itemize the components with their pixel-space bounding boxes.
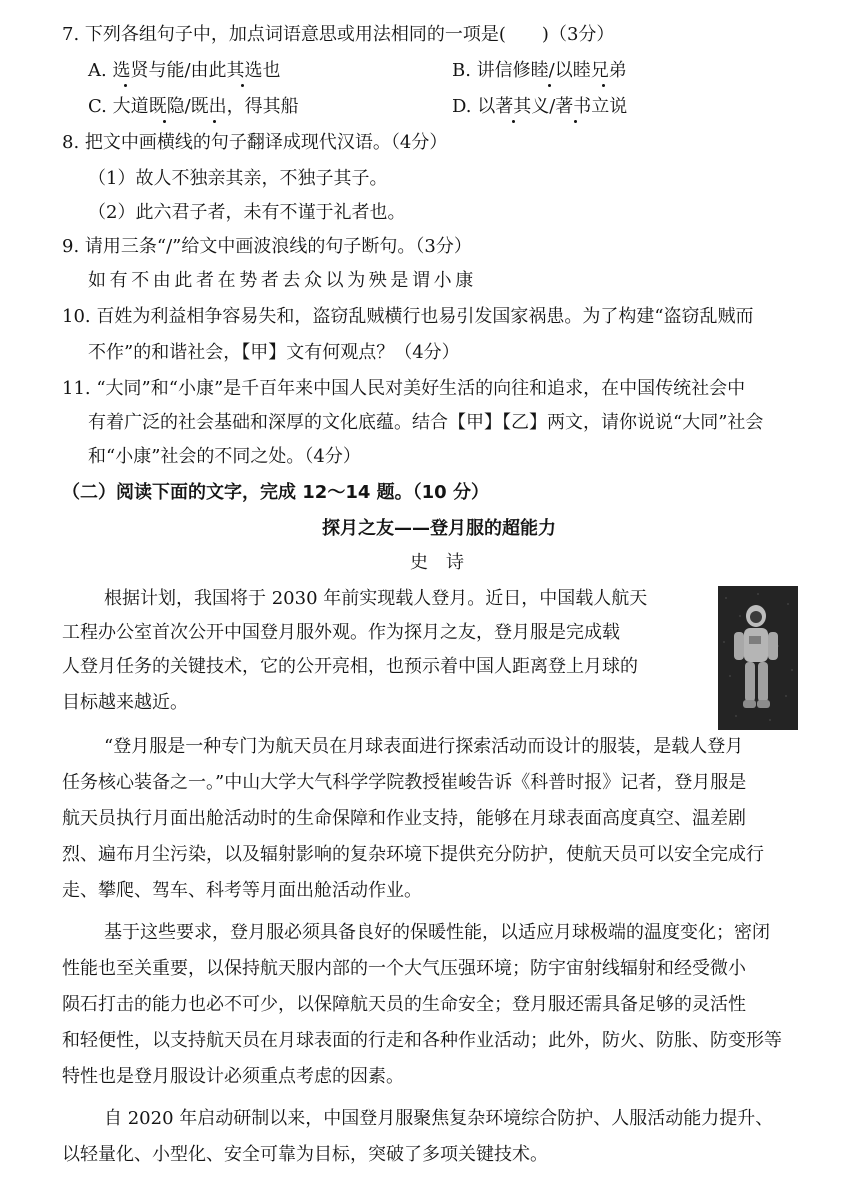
emphasis-dot [602, 84, 605, 87]
paragraph-1-line: 人登月任务的关键技术，它的公开亮相，也预示着中国人距离登上月球的 [62, 656, 638, 677]
moon-suit-photo [718, 586, 798, 730]
emphasis-dot [574, 120, 577, 123]
q11-line-3: 和“小康”社会的不同之处。（4分） [88, 446, 361, 467]
q8-sentence-2: （2）此六君子者，未有不谨于礼者也。 [88, 202, 406, 223]
q7-option-a: A. 选贤与能/由此其选也 [88, 60, 281, 81]
emphasis-dot [124, 84, 127, 87]
paragraph-2-line: 任务核心装备之一。”中山大学大气科学学院教授崔峻告诉《科普时报》记者，登月服是 [62, 772, 747, 793]
q7-option-c: C. 大道既隐/既出，得其船 [88, 96, 299, 117]
q7-option-d: D. 以著其义/著书立说 [452, 96, 628, 117]
article-author: 史 诗 [410, 552, 464, 573]
paragraph-4-line: 自 2020 年启动研制以来，中国登月服聚焦复杂环境综合防护、人服活动能力提升、 [104, 1108, 774, 1129]
emphasis-dot [241, 84, 244, 87]
q9-stem: 9. 请用三条“/”给文中画波浪线的句子断句。（3分） [62, 236, 472, 257]
emphasis-dot [213, 120, 216, 123]
q10-line-2: 不作”的和谐社会，【甲】文有何观点？（4分） [88, 342, 460, 363]
paragraph-3-line: 性能也至关重要，以保持航天服内部的一个大气压强环境；防宇宙射线辐射和经受微小 [62, 958, 746, 979]
paragraph-3-line: 基于这些要求，登月服必须具备良好的保暖性能，以适应月球极端的温度变化；密闭 [104, 922, 770, 943]
paragraph-1-line: 工程办公室首次公开中国登月服外观。作为探月之友，登月服是完成载 [62, 622, 620, 643]
q10-line-1: 10. 百姓为利益相争容易失和，盗窃乱贼横行也易引发国家祸患。为了构建“盗窃乱贼而 [62, 306, 754, 327]
q8-stem: 8. 把文中画横线的句子翻译成现代汉语。（4分） [62, 132, 448, 153]
q11-line-2: 有着广泛的社会基础和深厚的文化底蕴。结合【甲】【乙】两文，请你说说“大同”社会 [88, 412, 764, 433]
paragraph-4-line: 以轻量化、小型化、安全可靠为目标，突破了多项关键技术。 [62, 1144, 548, 1165]
paragraph-2-line: 航天员执行月面出舱活动时的生命保障和作业支持，能够在月球表面高度真空、温差剧 [62, 808, 746, 829]
paragraph-2-line: 走、攀爬、驾车、科考等月面出舱活动作业。 [62, 880, 422, 901]
article-title: 探月之友——登月服的超能力 [322, 518, 556, 539]
q9-sentence: 如有不由此者在势者去众以为殃是谓小康 [88, 270, 477, 291]
emphasis-dot [512, 120, 515, 123]
paragraph-1-line: 目标越来越近。 [62, 692, 188, 713]
q7-stem: 7. 下列各组句子中，加点词语意思或用法相同的一项是( )（3分） [62, 24, 615, 45]
emphasis-dot [163, 120, 166, 123]
q11-line-1: 11. “大同”和“小康”是千百年来中国人民对美好生活的向往和追求，在中国传统社会中 [62, 378, 746, 399]
paragraph-3-line: 陨石打击的能力也必不可少，以保障航天员的生命安全；登月服还需具备足够的灵活性 [62, 994, 746, 1015]
q8-sentence-1: （1）故人不独亲其亲，不独子其子。 [88, 168, 388, 189]
paragraph-3-line: 和轻便性，以支持航天员在月球表面的行走和各种作业活动；此外，防火、防胀、防变形等 [62, 1030, 782, 1051]
paragraph-2-line: 烈、遍布月尘污染，以及辐射影响的复杂环境下提供充分防护，使航天员可以安全完成行 [62, 844, 764, 865]
q7-option-b: B. 讲信修睦/以睦兄弟 [452, 60, 627, 81]
paragraph-3-line: 特性也是登月服设计必须重点考虑的因素。 [62, 1066, 404, 1087]
astronaut-image [718, 586, 798, 730]
section-header: （二）阅读下面的文字，完成 12～14 题。（10 分） [62, 482, 489, 503]
paragraph-2-line: “登月服是一种专门为航天员在月球表面进行探索活动而设计的服装，是载人登月 [104, 736, 744, 757]
emphasis-dot [548, 84, 551, 87]
paragraph-1-line: 根据计划，我国将于 2030 年前实现载人登月。近日，中国载人航天 [104, 588, 648, 609]
